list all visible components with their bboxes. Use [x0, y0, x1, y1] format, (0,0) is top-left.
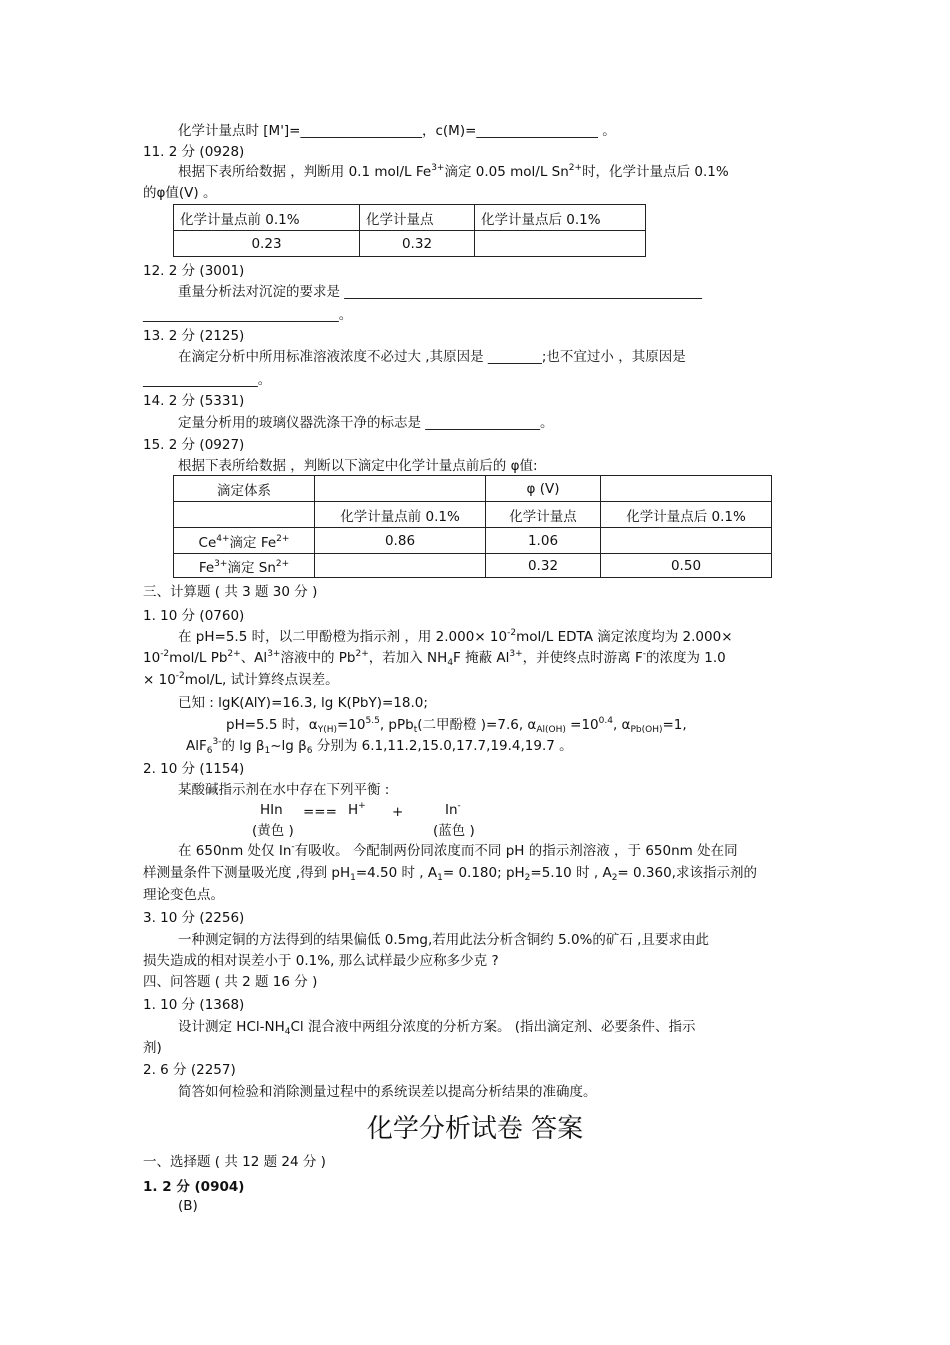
q11-val-at: 0.32 — [360, 231, 475, 257]
calc1-head: 1. 10 分 (0760) — [143, 608, 245, 624]
q15-row2-system: $Fe^{3+}$滴定 $Sn^{2+}$ — [174, 554, 315, 578]
calc2-eq-equals: === — [303, 804, 337, 820]
q12-line2: _____________________________。 — [143, 307, 353, 323]
q13-head: 13. 2 分 (2125) — [143, 328, 245, 344]
q15-row1-after — [601, 528, 772, 554]
q15-head: 15. 2 分 (0927) — [143, 437, 245, 453]
q11-th-before: 化学计量点前 0.1% — [174, 205, 360, 231]
qa1-line2: 剂) — [143, 1040, 162, 1056]
calc2-line4: 理论变色点。 — [143, 887, 224, 903]
answer-q1-head: 1. 2 分 (0904) — [143, 1179, 245, 1195]
q15-sub-at: 化学计量点 — [486, 502, 601, 528]
q13-line1: 在滴定分析中所用标准溶液浓度不必过大 ,其原因是 ________;也不宜过小 ，其原因是 — [178, 349, 686, 365]
q13-line2: _________________。 — [143, 372, 272, 388]
qa1-line1: 设计测定 HCl-$NH_4Cl$ 混合液中两组分浓度的分析方案。 (指出滴定剂、必要条件、指示 — [178, 1019, 696, 1037]
calc1-known: 已知 : lgK(AlY)=16.3, lg K(PbY)=18.0; — [178, 695, 428, 711]
calc2-line1: 某酸碱指示剂在水中存在下列平衡 : — [178, 782, 390, 798]
q15-th-phi: φ (V) — [486, 476, 601, 502]
q15-table — [173, 475, 772, 578]
calc2-yellow: (黄色 ) — [252, 823, 294, 839]
calc2-line3: 样测量条件下测量吸光度 ,得到 $pH_1=4.50$ 时 , $A_1= 0.180$; $pH_2=5.10$ 时 , $A_2= 0.360$,求该指示剂的 — [143, 865, 757, 883]
qa2-line1: 简答如何检验和消除测量过程中的系统误差以提高分析结果的准确度。 — [178, 1084, 597, 1100]
q10-tail: 化学计量点时 [M']=__________________，c(M)=__________________ 。 — [178, 123, 616, 139]
calc3-head: 3. 10 分 (2256) — [143, 910, 245, 926]
answer-q1-answer: (B) — [178, 1198, 198, 1214]
q14-line1: 定量分析用的玻璃仪器洗涤干净的标志是 _________________。 — [178, 415, 554, 431]
calc1-line1: 在 pH=5.5 时，以二甲酚橙为指示剂 ，用 $2.000\times 10^{-2}mol/L$ EDTA 滴定浓度均为 2.000× — [178, 628, 733, 645]
qa2-head: 2. 6 分 (2257) — [143, 1062, 236, 1078]
calc1-line2: $10^{-2}mol/L$ $Pb^{2+}$、$Al^{3+}$溶液中的 $Pb^{2+}$，若加入 $NH_4F$ 掩蔽 $Al^{3+}$，并使终点时游离 F-的浓度为 1.0 — [143, 649, 726, 668]
qa1-head: 1. 10 分 (1368) — [143, 997, 245, 1013]
q11-line2: 的φ值(V) 。 — [143, 185, 217, 201]
q11-val-after — [475, 231, 646, 257]
answer-title: 化学分析试卷 答案 — [366, 1114, 584, 1144]
q11-head: 11. 2 分 (0928) — [143, 144, 245, 160]
sec4-head: 四、问答题 ( 共 2 题 16 分 ) — [143, 974, 318, 990]
q15-row1-system: $Ce^{4+}$滴定 $Fe^{2+}$ — [174, 528, 315, 554]
q11-table — [173, 204, 646, 257]
q14-head: 14. 2 分 (5331) — [143, 393, 245, 409]
q15-line1: 根据下表所给数据 ，判断以下滴定中化学计量点前后的 φ值: — [178, 458, 538, 474]
q12-line1: 重量分析法对沉淀的要求是 _____________________________________________________ — [178, 284, 703, 300]
calc2-eq-h: H+ — [348, 801, 366, 818]
answer-sec1-head: 一、选择题 ( 共 12 题 24 分 ) — [143, 1154, 326, 1170]
q15-row1-at: 1.06 — [486, 528, 601, 554]
q11-th-at: 化学计量点 — [360, 205, 475, 231]
calc2-head: 2. 10 分 (1154) — [143, 761, 245, 777]
q15-row1-before: 0.86 — [315, 528, 486, 554]
calc2-eq-in: In- — [445, 801, 461, 818]
calc2-blue: (蓝色 ) — [433, 823, 475, 839]
q15-row2-at: 0.32 — [486, 554, 601, 578]
q15-row2-after: 0.50 — [601, 554, 772, 578]
calc3-line1: 一种测定铜的方法得到的结果偏低 0.5mg,若用此法分析含铜约 5.0%的矿石 ,且要求由此 — [178, 932, 709, 948]
q15-th-system: 滴定体系 — [174, 476, 315, 502]
calc1-line3: × $10^{-2}mol/L$, 试计算终点误差。 — [143, 671, 339, 688]
q11-val-before: 0.23 — [174, 231, 360, 257]
calc1-conditions: pH=5.5 时，$\alpha_{Y(H)}=10^{5.5}$, pPb$_t$(二甲酚橙 )=7.6, $\alpha_{Al(OH)} =10^{0.4}$, $\alpha_{Pb(OH)}=1$, — [226, 716, 687, 735]
sec3-head: 三、计算题 ( 共 3 题 30 分 ) — [143, 584, 318, 600]
q11-line1: 根据下表所给数据 ，判断用 0.1 mol/L $Fe^{3+}$滴定 0.05 mol/L $Sn^{2+}$时，化学计量点后 0.1% — [178, 163, 729, 180]
calc2-eq-plus: + — [392, 804, 404, 820]
q12-head: 12. 2 分 (3001) — [143, 263, 245, 279]
q11-th-after: 化学计量点后 0.1% — [475, 205, 646, 231]
calc2-line2: 在 650nm 处仅 In-有吸收。 今配制两份同浓度而不同 pH 的指示剂溶液 ，于 650nm 处在同 — [178, 842, 738, 859]
q15-row2-before — [315, 554, 486, 578]
q15-sub-after: 化学计量点后 0.1% — [601, 502, 772, 528]
calc3-line2: 损失造成的相对误差小于 0.1%, 那么试样最少应称多少克 ? — [143, 953, 499, 969]
calc1-alf6: AlF$_6^{3-}$的 $\lg \beta_1\sim\lg$ $\beta_6$ 分别为 6.1,11.2,15.0,17.7,19.4,19.7 。 — [186, 737, 573, 756]
calc2-eq-hin: HIn — [260, 802, 283, 818]
q15-sub-before: 化学计量点前 0.1% — [315, 502, 486, 528]
